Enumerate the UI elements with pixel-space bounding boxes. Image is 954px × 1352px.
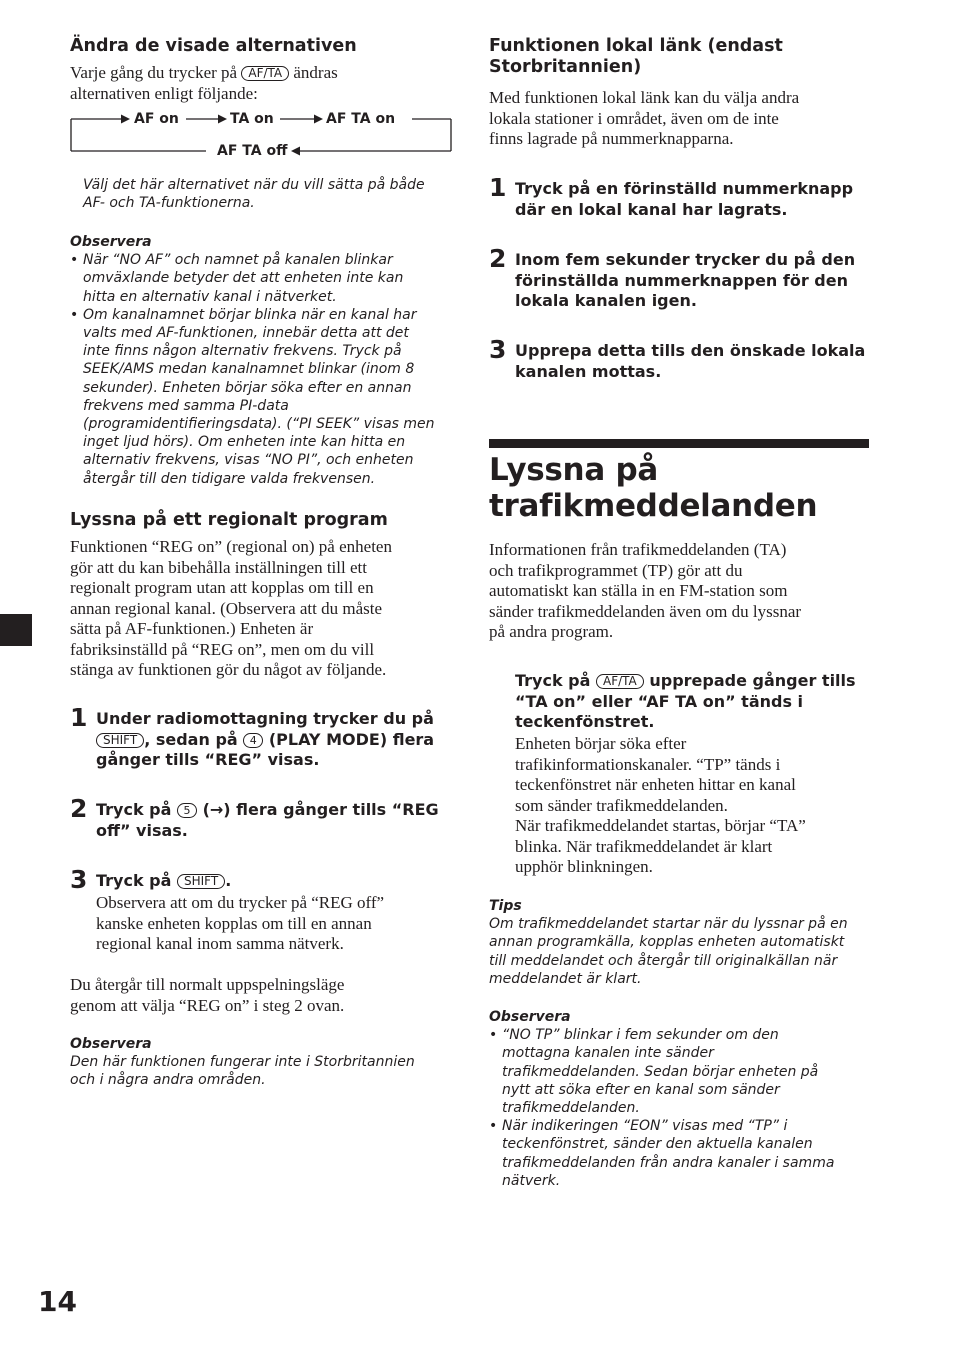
chapter-tab-marker [0,614,32,646]
hint-text: Välj det här alternativet när du vill sätta på både AF- och TA-funktionerna. [83,177,425,212]
shift-key: SHIFT [177,874,225,889]
section-rule [489,439,869,448]
af-ta-key: AF/TA [596,674,644,689]
section-heading: Funktionen lokal länk (endast Storbritannien) [489,36,783,77]
note-title: Observera [70,1036,152,1052]
note-title: Observera [70,234,152,250]
local-link-paragraph: Med funktionen lokal länk kan du välja andra lokala stationer i området, även om de inte finns lagrade på nummerknapparna. [489,88,800,148]
af-on-label: AF on [134,111,179,127]
step-number: 1 [489,173,507,202]
tips-note: Tips Om trafikmeddelandet startar när du lyssnar på en annan programkälla, kopplas enheten automatiskt till meddelandet och återgår till originalkällan när meddelandet är klart. [489,897,879,988]
step-number: 2 [70,794,88,823]
page-title: Lyssna på trafikmeddelanden [489,452,818,524]
key-5: 5 [177,803,197,818]
traffic-paragraph: Informationen från trafikmeddelanden (TA) och trafikprogrammet (TP) gör att du automatiskt kan ställa in en FM-station som sänder trafikmeddelanden även om du lyssnar på andra program. [489,540,802,641]
note-title: Observera [489,1009,571,1025]
step-number: 2 [489,244,507,273]
af-ta-off-label: AF TA off [217,143,288,159]
af-ta-key: AF/TA [241,66,289,81]
step-number: 1 [70,703,88,732]
section-heading: Lyssna på ett regionalt program [70,510,388,530]
regional-paragraph: Funktionen “REG on” (regional on) på enheten gör att du kan bibehålla inställningen till ett regionalt program utan att kopplas om till en annan regional kanal. (Observera att du måste sätta på AF-funktionen.) Enheten är fabriksinställd på “REG on”, men om du vill stänga av funktionen gör du något av följande. [70,537,392,679]
note-bullet: • När indikeringen “EON” visas med “TP” i teckenfönstret, sänder den aktuella kanalen trafikmeddelanden från andra kanaler i samma nätverk. [489,1117,879,1190]
note-bullet: • Om kanalnamnet börjar blinka när en kanal har valts med AF-funktionen, innebär detta att det inte finns någon alternativ frekvens. Tryck på SEEK/AMS medan kanalnamnet blinkar (inom 8 sekunder). Enheten börjar söka efter en annan frekvens med samma PI-data (programidentifieringsdata). (“PI SEEK” visas men inget ljud hörs). Om enheten inte kan hitta en alternativ frekvens, visas “NO PI”, och enheten återgår till den tidigare valda frekvensen. [70,306,455,488]
ta-on-label: TA on [230,111,274,127]
af-ta-on-label: AF TA on [326,111,396,127]
page-number: 14 [38,1285,77,1318]
step-3-body: Observera att om du trycker på “REG off” kanske enheten kopplas om till en annan regional kanal inom samma nätverk. [96,893,385,953]
traffic-instruction: Tryck på AF/TA upprepade gånger tills “TA on” eller “AF TA on” tänds i teckenfönstret. [515,671,856,732]
return-paragraph: Du återgår till normalt uppspelningsläge genom att välja “REG on” i steg 2 ovan. [70,975,345,1015]
af-ta-cycle-diagram [70,108,452,160]
step-number: 3 [489,335,507,364]
traffic-instruction-body: Enheten börjar söka efter trafikinformationskanaler. “TP” tänds i teckenfönstret när enheten hittar en kanal som sänder trafikmeddelanden. När trafikmeddelandet startas, börjar “TA” blinka. När trafikmeddelandet är klart upphör blinkningen. [515,734,806,876]
note-bullet: • “NO TP” blinkar i fem sekunder om den mottagna kanalen inte sänder trafikmeddelanden. Sedan börjar enheten på nytt att söka efter en kanal som sänder trafikmeddelanden. [489,1026,879,1117]
shift-key: SHIFT [96,733,144,748]
intro-paragraph: Varje gång du trycker på AF/TA ändras alternativen enligt följande: [70,63,338,103]
note-bullet: • När “NO AF” och namnet på kanalen blinkar omväxlande betyder det att enheten inte kan hitta en alternativ kanal i nätverket. [70,251,455,306]
observe-note [70,233,455,488]
step-number: 3 [70,865,88,894]
observe-note: Observera Den här funktionen fungerar inte i Storbritannien och i några andra områden. [70,1035,460,1090]
key-4: 4 [243,733,263,748]
tips-title: Tips [489,898,522,914]
observe-note [489,1008,879,1190]
section-heading: Ändra de visade alternativen [70,36,357,56]
